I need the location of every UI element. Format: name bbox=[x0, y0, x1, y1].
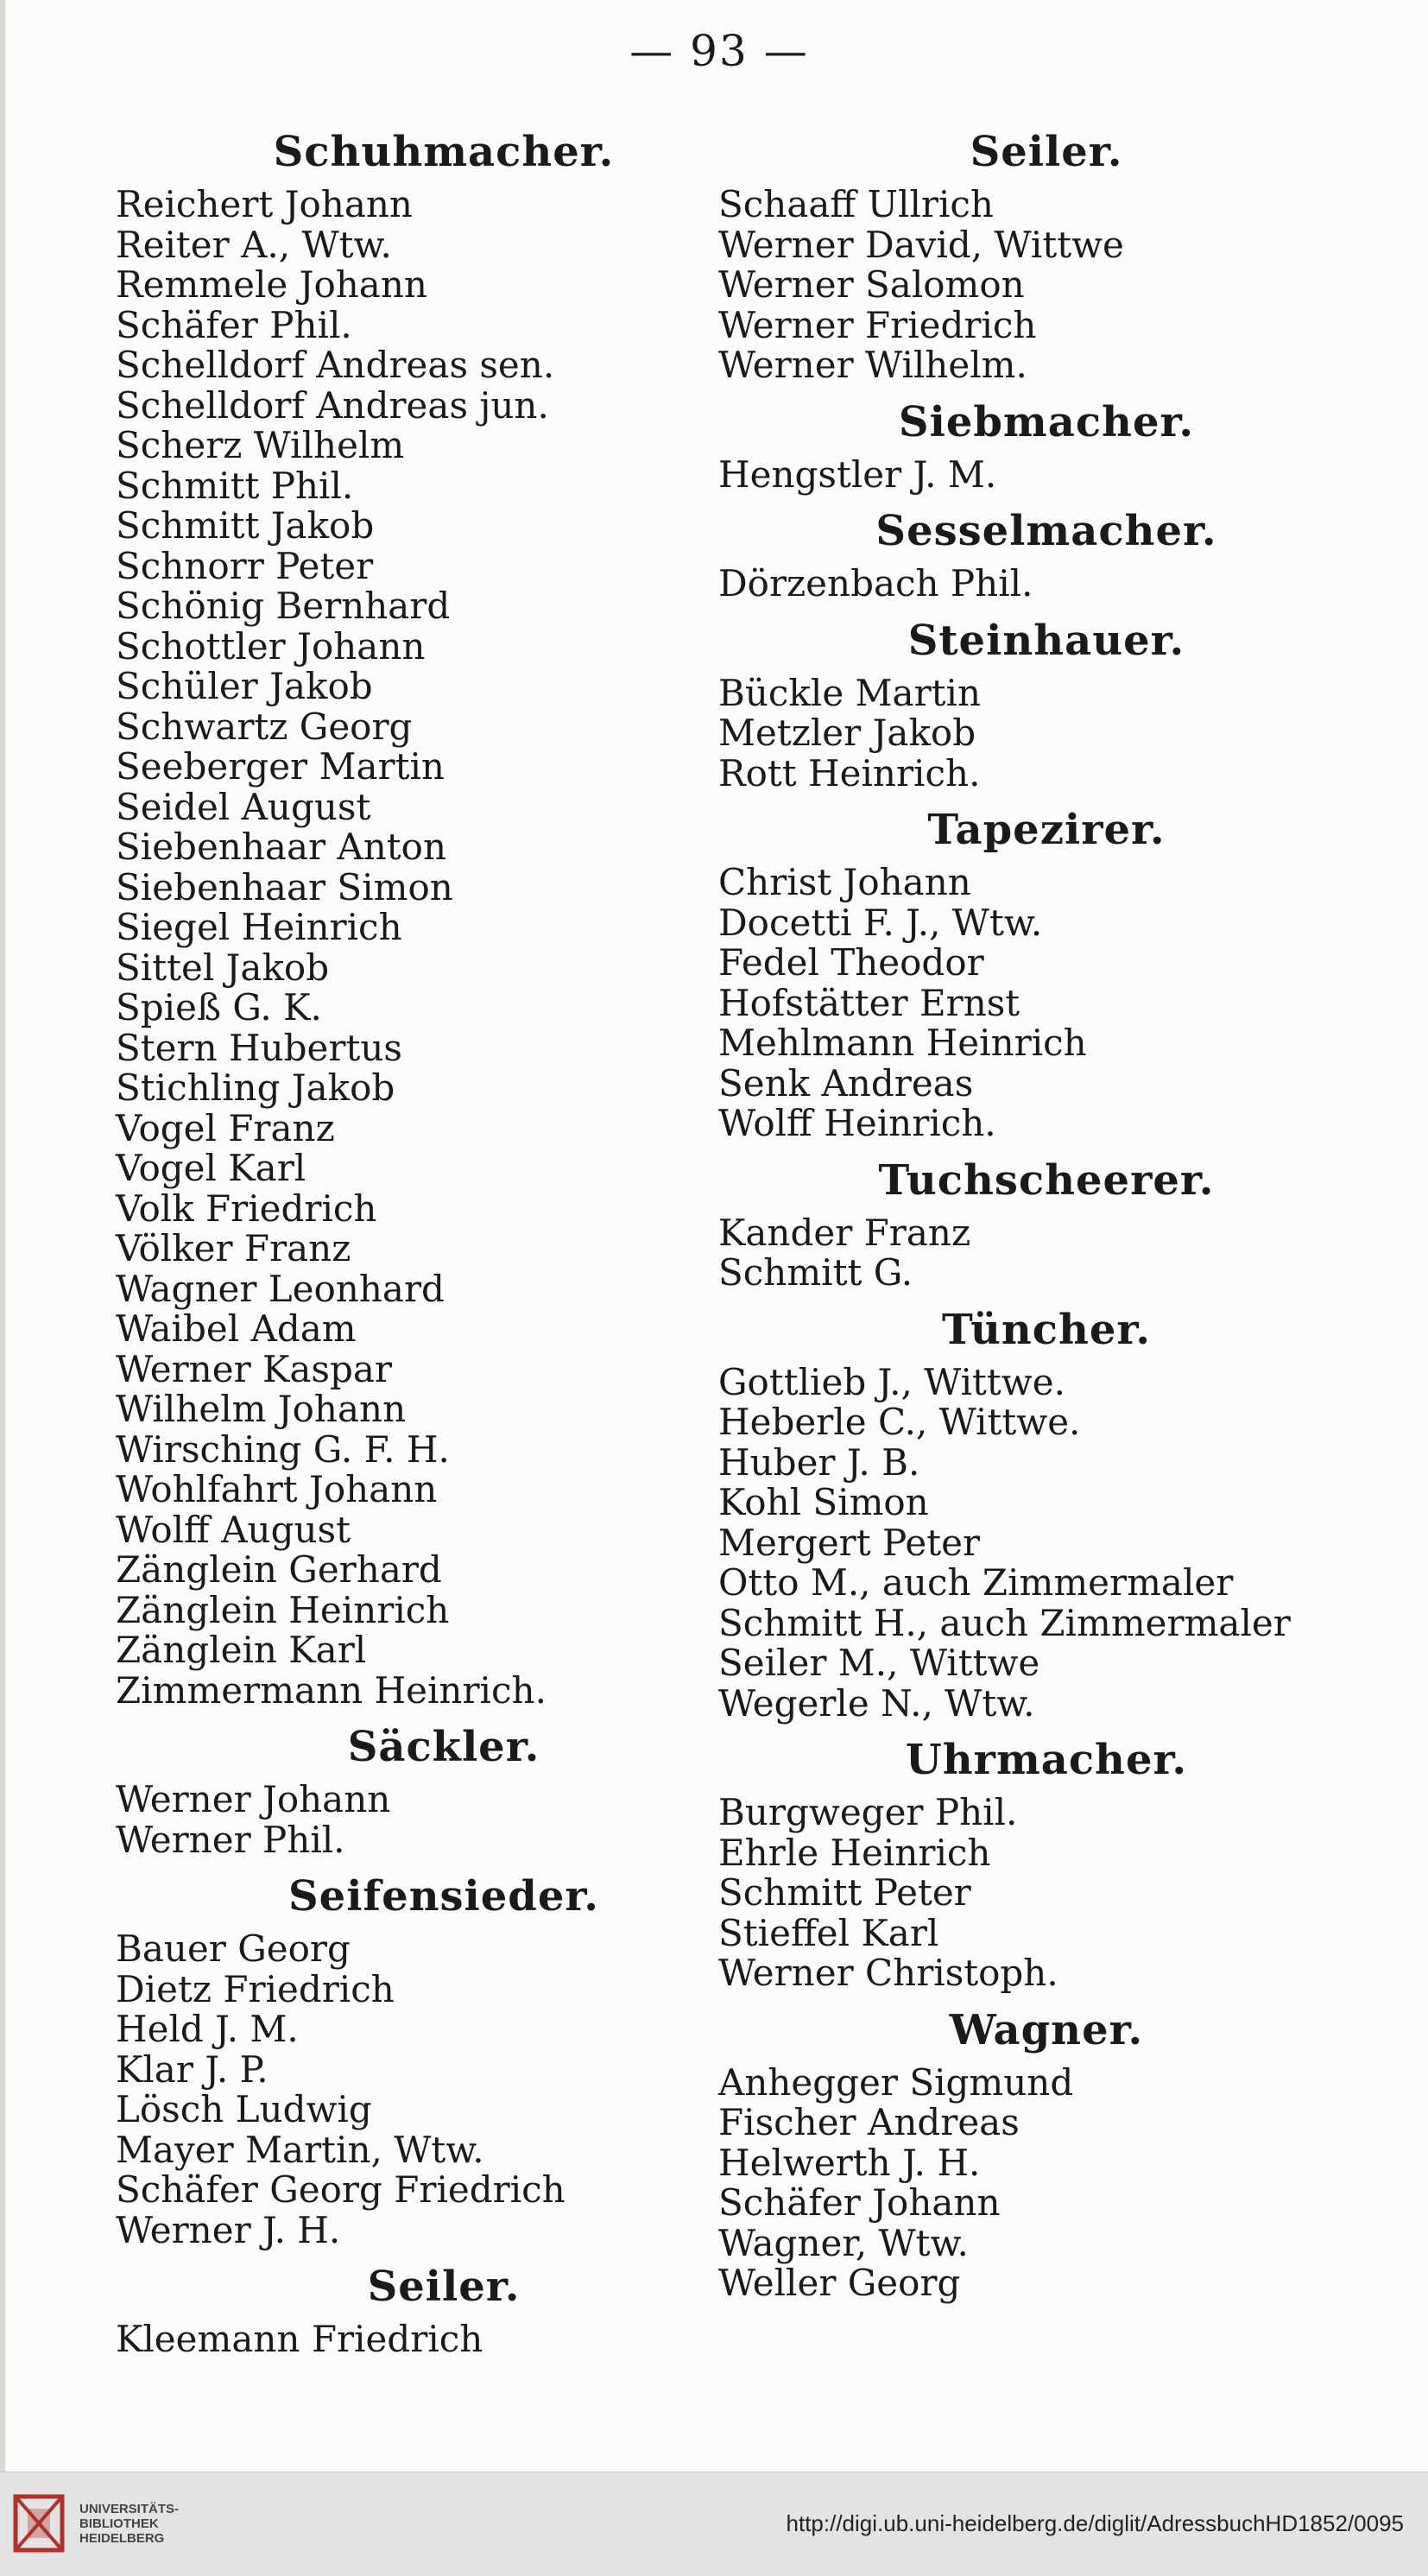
name-entry: Dietz Friedrich bbox=[116, 1967, 395, 2010]
name-entry: Werner Salomon bbox=[718, 263, 1025, 306]
university-library-logo-icon bbox=[12, 2491, 69, 2559]
name-entry: Helwerth J. H. bbox=[718, 2141, 981, 2184]
section-heading: Siebmacher. bbox=[898, 397, 1195, 446]
name-entry: Mayer Martin, Wtw. bbox=[116, 2128, 484, 2171]
name-entry: Werner Friedrich bbox=[718, 303, 1037, 346]
section-heading: Seiler. bbox=[367, 2263, 521, 2311]
name-entry: Siebenhaar Anton bbox=[116, 826, 447, 868]
name-entry: Sittel Jakob bbox=[116, 946, 330, 989]
name-entry: Anhegger Sigmund bbox=[718, 2060, 1074, 2104]
name-entry: Vogel Franz bbox=[116, 1106, 335, 1149]
name-entry: Schaaff Ullrich bbox=[718, 183, 994, 225]
section-heading: Steinhauer. bbox=[907, 616, 1185, 665]
name-entry: Hengstler J. M. bbox=[718, 453, 997, 496]
name-entry: Werner Wilhelm. bbox=[718, 344, 1027, 386]
name-entry: Siegel Heinrich bbox=[116, 906, 402, 948]
name-entry: Otto M., auch Zimmermaler bbox=[718, 1561, 1234, 1604]
name-entry: Seidel August bbox=[116, 785, 371, 828]
section-seiler-left bbox=[116, 2264, 720, 2360]
name-entry: Held J. M. bbox=[116, 2008, 299, 2050]
section-tuencher bbox=[718, 1307, 1340, 1725]
name-entry: Zänglein Gerhard bbox=[116, 1548, 442, 1591]
name-entry: Weller Georg bbox=[718, 2262, 961, 2304]
name-entry: Wilhelm Johann bbox=[116, 1388, 407, 1430]
name-entry: Scherz Wilhelm bbox=[116, 424, 405, 466]
section-sesselmacher bbox=[718, 509, 1340, 604]
name-entry: Völker Franz bbox=[116, 1227, 351, 1269]
name-entry: Spieß G. K. bbox=[116, 986, 322, 1029]
name-entry: Siebenhaar Simon bbox=[116, 865, 453, 908]
name-entry: Zänglein Karl bbox=[116, 1629, 367, 1671]
name-entry: Wagner, Wtw. bbox=[718, 2221, 969, 2264]
name-entry: Schönig Bernhard bbox=[116, 585, 451, 627]
name-entry: Seeberger Martin bbox=[116, 745, 445, 788]
name-entry: Fischer Andreas bbox=[718, 2101, 1020, 2143]
name-entry: Schäfer Johann bbox=[718, 2181, 1001, 2224]
name-entry: Schelldorf Andreas sen. bbox=[116, 344, 555, 386]
name-entry: Waibel Adam bbox=[116, 1307, 357, 1350]
name-list bbox=[718, 185, 1340, 386]
name-list bbox=[718, 863, 1340, 1144]
section-heading: Tuchscheerer. bbox=[878, 1155, 1215, 1205]
name-entry: Schmitt Phil. bbox=[116, 464, 354, 507]
page-number: — 93 — bbox=[629, 26, 809, 76]
name-entry: Schäfer Phil. bbox=[116, 303, 352, 346]
section-steinhauer bbox=[718, 618, 1340, 794]
name-entry: Kleemann Friedrich bbox=[116, 2318, 483, 2360]
name-entry: Volk Friedrich bbox=[116, 1187, 377, 1230]
name-entry: Schwartz Georg bbox=[116, 705, 413, 748]
name-entry: Mehlmann Heinrich bbox=[718, 1022, 1087, 1064]
name-entry: Lösch Ludwig bbox=[116, 2088, 372, 2130]
name-entry: Werner Christoph. bbox=[718, 1952, 1058, 1994]
name-entry: Schnorr Peter bbox=[116, 544, 374, 587]
section-heading: Wagner. bbox=[949, 2005, 1144, 2054]
name-entry: Senk Andreas bbox=[718, 1061, 974, 1104]
section-heading: Tüncher. bbox=[941, 1305, 1152, 1354]
section-siebmacher bbox=[718, 397, 1340, 496]
name-entry: Schmitt G. bbox=[718, 1251, 913, 1294]
name-entry: Wohlfahrt Johann bbox=[116, 1468, 438, 1510]
section-seifensieder bbox=[116, 1874, 720, 2250]
name-entry: Metzler Jakob bbox=[718, 712, 976, 754]
name-list bbox=[718, 455, 1340, 496]
library-name bbox=[79, 2502, 179, 2546]
name-list bbox=[116, 1929, 720, 2250]
name-entry: Stern Hubertus bbox=[116, 1026, 402, 1069]
name-entry: Schüler Jakob bbox=[116, 665, 373, 707]
name-entry: Wolff August bbox=[116, 1508, 351, 1551]
name-entry: Kohl Simon bbox=[718, 1481, 929, 1523]
name-list bbox=[718, 564, 1340, 604]
name-entry: Schottler Johann bbox=[116, 624, 426, 668]
name-entry: Heberle C., Wittwe. bbox=[718, 1401, 1081, 1443]
section-wagner bbox=[718, 2005, 1340, 2304]
section-seiler bbox=[718, 130, 1340, 386]
name-entry: Rott Heinrich. bbox=[718, 751, 981, 794]
name-entry: Reiter A., Wtw. bbox=[116, 223, 392, 266]
section-tuchscheerer bbox=[718, 1155, 1340, 1294]
name-entry: Schelldorf Andreas jun. bbox=[116, 383, 549, 427]
name-entry: Bauer Georg bbox=[116, 1927, 351, 1970]
name-list bbox=[718, 1213, 1340, 1294]
name-entry: Stichling Jakob bbox=[116, 1066, 395, 1109]
name-entry: Dörzenbach Phil. bbox=[718, 562, 1033, 604]
library-name-line: BIBLIOTHEK bbox=[79, 2516, 159, 2531]
name-entry: Werner Kaspar bbox=[116, 1347, 392, 1390]
name-entry: Huber J. B. bbox=[718, 1440, 920, 1484]
name-list bbox=[718, 2060, 1340, 2304]
section-uhrmacher bbox=[718, 1737, 1340, 1994]
name-entry: Mergert Peter bbox=[718, 1521, 981, 1564]
name-entry: Gottlieb J., Wittwe. bbox=[718, 1360, 1065, 1403]
name-list bbox=[718, 1793, 1340, 1994]
name-list bbox=[718, 1360, 1340, 1725]
section-tapezirer bbox=[718, 807, 1340, 1144]
left-column bbox=[116, 130, 720, 2360]
section-heading: Tapezirer. bbox=[927, 806, 1166, 854]
section-saeckler bbox=[116, 1725, 720, 1860]
name-entry: Reichert Johann bbox=[116, 183, 413, 225]
name-entry: Ehrle Heinrich bbox=[718, 1831, 991, 1874]
name-entry: Klar J. P. bbox=[116, 2048, 269, 2091]
section-heading: Seifensieder. bbox=[287, 1872, 599, 1921]
permalink-url[interactable]: http://digi.ub.uni-heidelberg.de/diglit/AdressbuchHD1852/0095 bbox=[786, 2510, 1404, 2536]
name-entry: Burgweger Phil. bbox=[718, 1791, 1018, 1833]
name-list bbox=[116, 1780, 720, 1860]
name-entry: Hofstätter Ernst bbox=[718, 981, 1020, 1024]
name-entry: Docetti F. J., Wtw. bbox=[718, 901, 1043, 944]
section-heading: Säckler. bbox=[347, 1723, 540, 1771]
name-entry: Wolff Heinrich. bbox=[718, 1102, 996, 1144]
name-entry: Remmele Johann bbox=[116, 263, 427, 306]
name-entry: Seiler M., Wittwe bbox=[718, 1642, 1040, 1684]
name-entry: Werner Johann bbox=[116, 1778, 391, 1820]
section-heading: Sesselmacher. bbox=[875, 507, 1217, 555]
name-entry: Bückle Martin bbox=[718, 671, 982, 714]
name-list bbox=[718, 671, 1340, 794]
library-name-line: HEIDELBERG bbox=[79, 2531, 165, 2546]
name-entry: Schmitt H., auch Zimmermaler bbox=[718, 1601, 1291, 1644]
name-entry: Fedel Theodor bbox=[718, 941, 984, 984]
name-entry: Schäfer Georg Friedrich bbox=[116, 2168, 566, 2211]
name-entry: Christ Johann bbox=[718, 861, 971, 903]
name-entry: Schmitt Peter bbox=[718, 1871, 971, 1914]
name-entry: Werner Phil. bbox=[116, 1818, 345, 1861]
name-entry: Wirsching G. F. H. bbox=[116, 1427, 450, 1471]
section-heading: Uhrmacher. bbox=[905, 1736, 1188, 1784]
viewer-footer bbox=[0, 2472, 1428, 2576]
name-entry: Wagner Leonhard bbox=[116, 1267, 445, 1310]
name-entry: Schmitt Jakob bbox=[116, 504, 375, 547]
library-name-line: UNIVERSITÄTS- bbox=[79, 2502, 180, 2516]
section-schuhmacher bbox=[116, 130, 720, 1711]
name-entry: Zänglein Heinrich bbox=[116, 1588, 450, 1631]
name-entry: Kander Franz bbox=[718, 1211, 971, 1254]
section-heading: Seiler. bbox=[970, 128, 1123, 176]
name-entry: Stieffel Karl bbox=[718, 1911, 939, 1954]
section-heading: Schuhmacher. bbox=[273, 128, 615, 176]
name-entry: Werner David, Wittwe bbox=[718, 223, 1124, 266]
right-column bbox=[718, 130, 1340, 2304]
name-entry: Vogel Karl bbox=[116, 1147, 306, 1189]
name-list bbox=[116, 2320, 720, 2360]
name-entry: Wegerle N., Wtw. bbox=[718, 1681, 1035, 1725]
name-list bbox=[116, 185, 720, 1711]
name-entry: Werner J. H. bbox=[116, 2208, 341, 2251]
name-entry: Zimmermann Heinrich. bbox=[116, 1668, 547, 1712]
